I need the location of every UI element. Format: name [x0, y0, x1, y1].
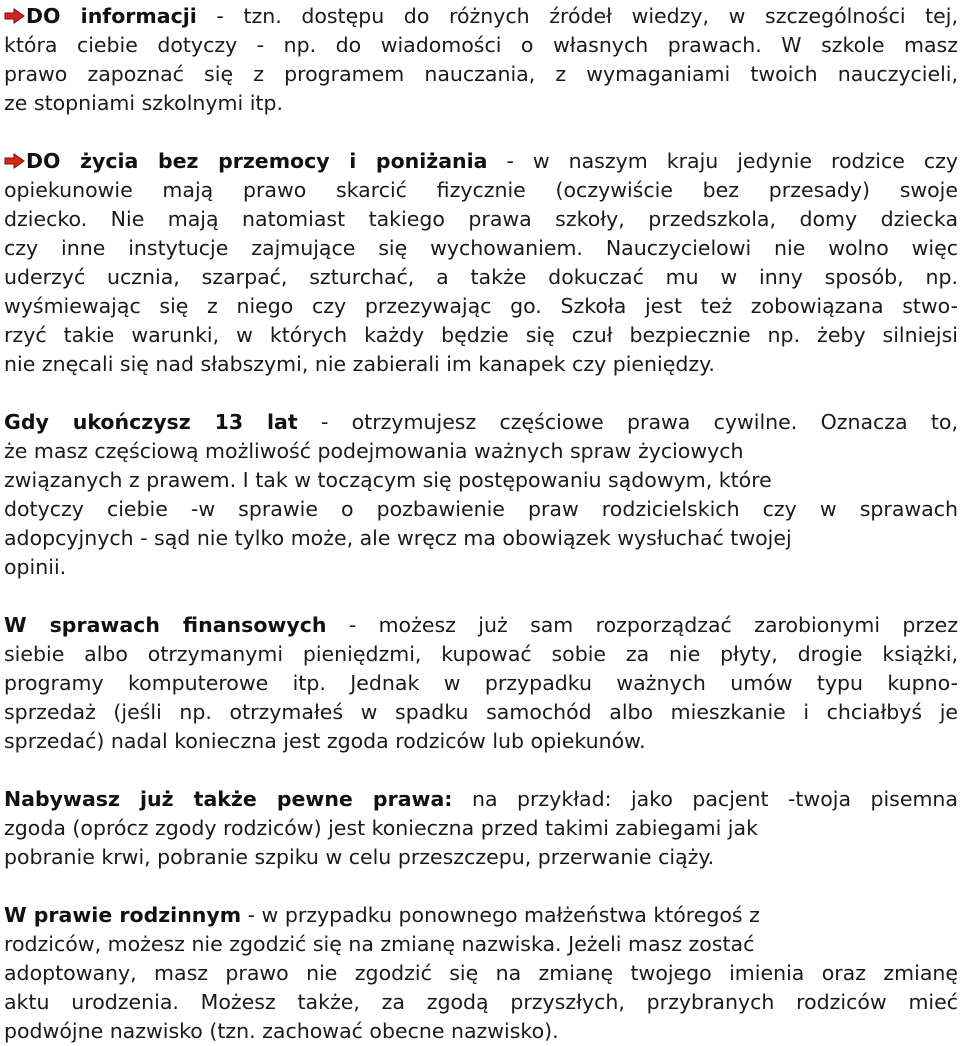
text-line: DO informacji - tzn. dostępu do różnych źródeł wiedzy, w szczególności tej,	[4, 2, 958, 31]
paragraph-family-law	[4, 901, 958, 1046]
text-line: Nabywasz już także pewne prawa: na przykład: jako pacjent -twoja pisemna	[4, 787, 958, 811]
paragraph-financial-matters	[4, 611, 958, 756]
bold-heading: Gdy ukończysz 13 lat	[4, 410, 298, 434]
bold-heading: DO informacji	[26, 4, 197, 28]
paragraph-acquired-rights	[4, 785, 958, 872]
text-line: czy inne instytucje zajmujące się wychowaniem. Nauczycielowi nie wolno więc	[4, 236, 958, 260]
red-arrow-icon	[4, 153, 25, 169]
paragraph-gap	[4, 582, 958, 611]
text-line: sprzedaż (jeśli np. otrzymałeś w spadku samochód albo mieszkanie i chciałbyś je	[4, 700, 958, 724]
text-line: DO życia bez przemocy i poniżania - w naszym kraju jedynie rodzice czy	[4, 147, 958, 176]
red-arrow-icon	[4, 8, 25, 24]
text-line: opiekunowie mają prawo skarcić fizycznie (oczywiście bez przesady) swoje	[4, 178, 958, 202]
paragraph-right-to-information	[4, 2, 958, 118]
text-line: aktu urodzenia. Możesz także, za zgodą przyszłych, przybranych rodziców mieć	[4, 990, 958, 1014]
text-line: związanych z prawem. I tak w toczącym się postępowaniu sądowym, które	[4, 468, 772, 492]
text-line: dotyczy ciebie -w sprawie o pozbawienie praw rodzicielskich czy w sprawach	[4, 497, 958, 521]
paragraph-gap	[4, 872, 958, 901]
text-line: W prawie rodzinnym - w przypadku ponownego małżeństwa któregoś z	[4, 903, 760, 927]
text-line: zgoda (oprócz zgody rodziców) jest konieczna przed takimi zabiegami jak	[4, 816, 758, 840]
text-line: która ciebie dotyczy - np. do wiadomości o własnych prawach. W szkole masz	[4, 33, 958, 57]
text-line: siebie albo otrzymanymi pieniędzmi, kupować sobie za nie płyty, drogie książki,	[4, 642, 958, 666]
paragraph-life-without-violence	[4, 147, 958, 379]
document-page	[4, 2, 958, 1046]
text-line: W sprawach finansowych - możesz już sam rozporządzać zarobionymi przez	[4, 613, 958, 637]
text-line: wyśmiewając się z niego czy przezywając go. Szkoła jest też zobowiązana stwo-	[4, 294, 958, 318]
text-line: adoptowany, masz prawo nie zgodzić się na zmianę twojego imienia oraz zmianę	[4, 961, 958, 985]
text-line: nie znęcali się nad słabszymi, nie zabierali im kanapek czy pieniędzy.	[4, 352, 715, 376]
text-line: Gdy ukończysz 13 lat - otrzymujesz częściowe prawa cywilne. Oznacza to,	[4, 410, 958, 434]
bold-heading: Nabywasz już także pewne prawa:	[4, 787, 453, 811]
text-line: że masz częściową możliwość podejmowania ważnych spraw życiowych	[4, 439, 744, 463]
text-line: rodziców, możesz nie zgodzić się na zmianę nazwiska. Jeżeli masz zostać	[4, 932, 755, 956]
bold-heading: DO życia bez przemocy i poniżania	[26, 149, 488, 173]
text-line: uderzyć ucznia, szarpać, szturchać, a także dokuczać mu w inny sposób, np.	[4, 265, 958, 289]
paragraph-gap	[4, 379, 958, 408]
text-line: dziecko. Nie mają natomiast takiego prawa szkoły, przedszkola, domy dziecka	[4, 207, 958, 231]
text-line: ze stopniami szkolnymi itp.	[4, 91, 283, 115]
paragraph-gap	[4, 756, 958, 785]
text-line: opinii.	[4, 555, 67, 579]
text-line: rzyć takie warunki, w których każdy będzie się czuł bezpiecznie np. żeby silniejsi	[4, 323, 958, 347]
text-line: prawo zapoznać się z programem nauczania, z wymaganiami twoich nauczycieli,	[4, 62, 958, 86]
text-line: adopcyjnych - sąd nie tylko może, ale wręcz ma obowiązek wysłuchać twojej	[4, 526, 792, 550]
bold-heading: W sprawach finansowych	[4, 613, 327, 637]
paragraph-gap	[4, 118, 958, 147]
text-line: programy komputerowe itp. Jednak w przypadku ważnych umów typu kupno-	[4, 671, 958, 695]
text-line: pobranie krwi, pobranie szpiku w celu przeszczepu, przerwanie ciąży.	[4, 845, 715, 869]
text-line: sprzedać) nadal konieczna jest zgoda rodziców lub opiekunów.	[4, 729, 646, 753]
paragraph-age-13	[4, 408, 958, 582]
text-line: podwójne nazwisko (tzn. zachować obecne nazwisko).	[4, 1019, 559, 1043]
bold-heading: W prawie rodzinnym	[4, 903, 242, 927]
